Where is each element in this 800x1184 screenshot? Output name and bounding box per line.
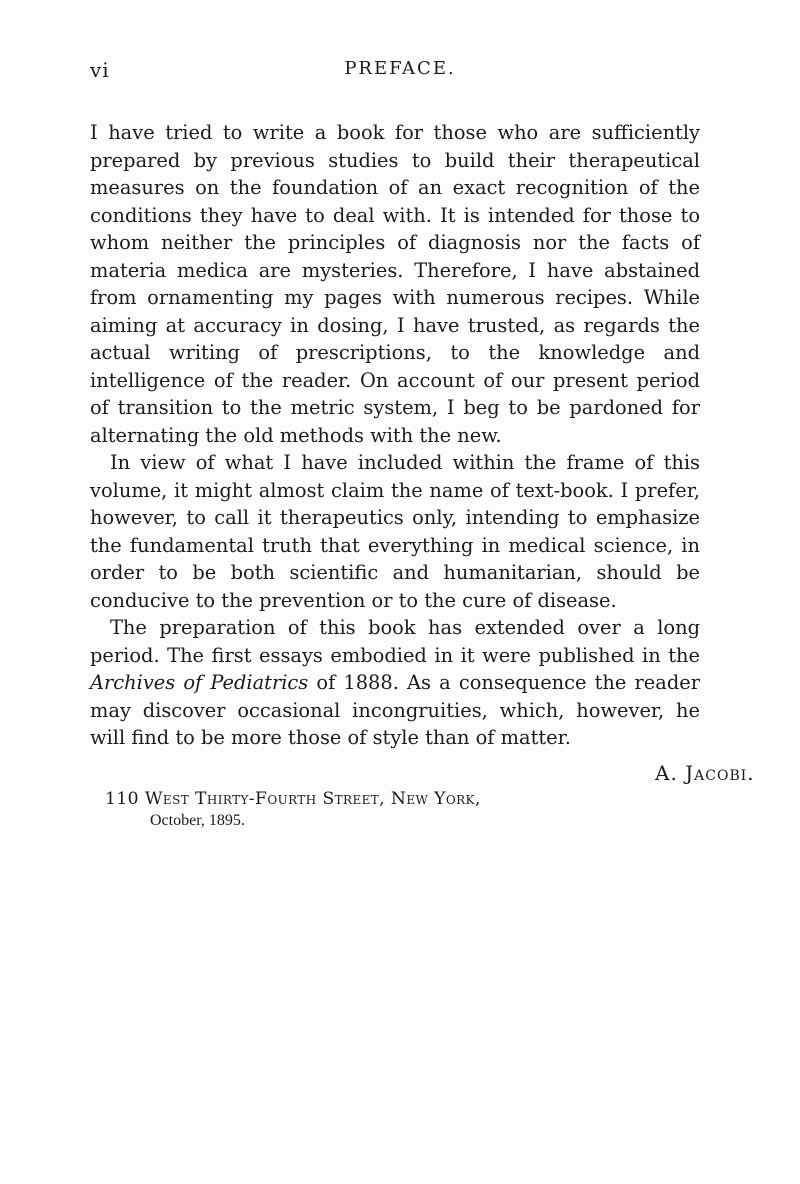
page-number: vi [90,58,110,82]
preface-paragraph-3 [90,614,700,752]
preface-body [90,119,700,752]
preface-date: October, 1895. [150,812,245,829]
journal-title: Archives of Pediatrics [90,671,309,694]
preface-paragraph-1: I have tried to write a book for those who are sufficiently prepared by previous studies to build their therapeutical measures on the foundation of an exact recognition of the conditions they have to deal with. It is intended for those to whom neither the principles of diagnosis nor the facts of materia medica are mysteries. Therefore, I have abstained from ornamenting my pages with numerous recipes. While aiming at accuracy in dosing, I have trusted, as regards the actual writing of prescriptions, to the knowledge and intelligence of the reader. On account of our present period of transition to the metric system, I beg to be pardoned for alternating the old methods with the new. [90,121,700,447]
running-head: PREFACE. [344,58,456,79]
paragraph-3-text-after: of 1888. As a consequence the reader may discover occasional incongruities, which, however, he will find to be more those of style than of matter. [90,671,700,749]
paragraph-3-text-before: The preparation of this book has extended over a long period. The first essays embodied in it were published in the [90,616,700,667]
page-header [90,58,710,88]
author-signature: A. Jacobi. [655,761,755,785]
author-address: 110 West Thirty-Fourth Street, New York, [105,789,481,809]
preface-paragraph-2: In view of what I have included within the frame of this volume, it might almost claim the name of text-book. I prefer, however, to call it therapeutics only, intending to emphasize the fundamental truth that everything in medical science, in order to be both scientific and humanitarian, should be conducive to the prevention or to the cure of disease. [90,451,700,612]
